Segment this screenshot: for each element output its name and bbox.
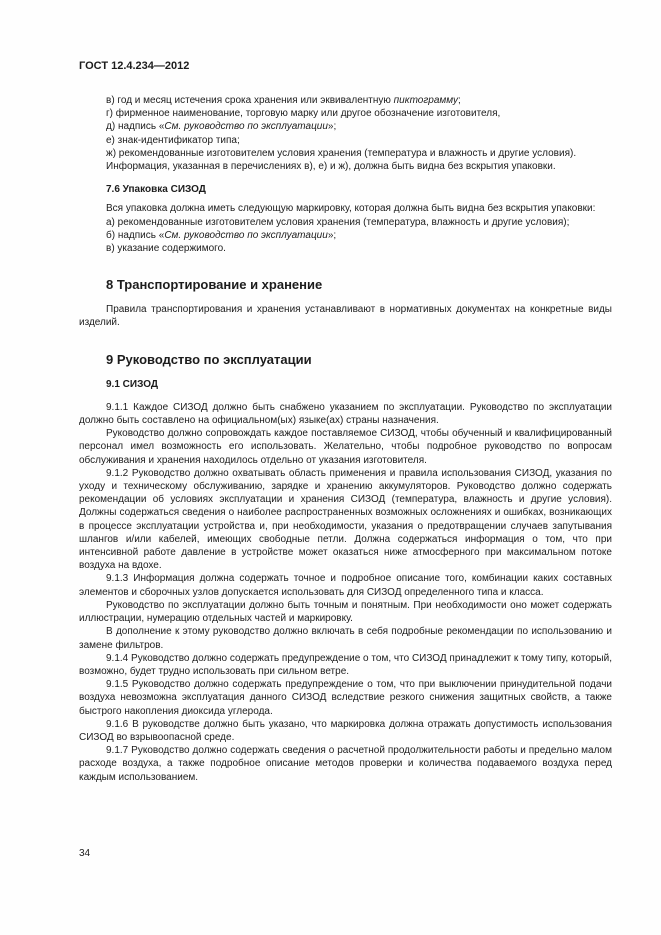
paragraph: 9.1.4 Руководство должно содержать предупреждение о том, что СИЗОД принадлежит к тому типу, который, возможно, будет трудно использовать при сильном ветре. <box>79 652 612 677</box>
section-8-heading: 8 Транспортирование и хранение <box>106 277 323 293</box>
info-note: Информация, указанная в перечислениях в), е) и ж), должна быть видна без вскрытия упаковки. <box>106 161 556 173</box>
paragraph: Руководство по эксплуатации должно быть точным и понятным. При необходимости оно может содержать иллюстрации, нумерацию отдельных частей и маркировку. <box>79 599 612 625</box>
list-item: д) надпись «См. руководство по эксплуатации»; <box>106 121 337 133</box>
paragraph: Руководство должно сопровождать каждое поставляемое СИЗОД, чтобы обученный и квалифицированный персонал имел возможность его использовать. Желательно, чтобы подробное руководство по вопросам обслуживания и хранения находилось отдельно от указания изготовителя. <box>79 428 612 466</box>
list-item: г) фирменное наименование, торговую марку или другое обозначение изготовителя, <box>106 108 501 120</box>
section-7-6-heading: 7.6 Упаковка СИЗОД <box>106 184 206 196</box>
document-header: ГОСТ 12.4.234—2012 <box>79 60 190 72</box>
section-8-text: Правила транспортирования и хранения устанавливают в нормативных документах на конкретные виды изделий. <box>79 304 612 329</box>
list-item: е) знак-идентификатор типа; <box>106 134 240 146</box>
paragraph: В дополнение к этому руководство должно включать в себя подробные рекомендации по использованию и замене фильтров. <box>79 626 612 651</box>
paragraph: 9.1.1 Каждое СИЗОД должно быть снабжено указанием по эксплуатации. Руководство по эксплуатации должно быть составлено на официальном(ых) языке(ах) страны назначения. <box>79 401 612 427</box>
paragraph: 9.1.7 Руководство должно содержать сведения о расчетной продолжительности работы и предельно малом расходе воздуха, а также подробное описание методов проверки и количества подаваемого воздуха перед каждым использованием. <box>79 745 612 783</box>
section-9-heading: 9 Руководство по эксплуатации <box>106 351 312 367</box>
page-number: 34 <box>79 848 91 859</box>
paragraph: 9.1.3 Информация должна содержать точное и подробное описание того, комбинации каких составных элементов и сборочных узлов допускается использовать для СИЗОД определенного типа и класса. <box>79 573 612 598</box>
list-item: б) надпись «См. руководство по эксплуатации»; <box>106 229 337 241</box>
paragraph: 9.1.5 Руководство должно содержать предупреждение о том, что при выключении принудительной подачи воздуха невозможна эксплуатация данного СИЗОД вследствие резкого снижения защитных свойств, а также быстрого накопления диоксида углерода. <box>79 679 612 717</box>
section-9-1-heading: 9.1 СИЗОД <box>106 378 158 390</box>
paragraph: 9.1.6 В руководстве должно быть указано, что маркировка должна отражать допустимость использования СИЗОД во взрывоопасной среде. <box>79 718 612 743</box>
marking-list <box>79 94 612 160</box>
section-7-6-intro: Вся упаковка должна иметь следующую маркировку, которая должна быть видна без вскрытия упаковки: <box>106 203 596 215</box>
list-item: а) рекомендованные изготовителем условия хранения (температура, влажность и другие условия); <box>106 216 570 228</box>
list-item: ж) рекомендованные изготовителем условия хранения (температура и влажность и другие условия). <box>106 147 577 159</box>
list-item: в) год и месяц истечения срока хранения или эквивалентную пиктограмму; <box>106 95 461 106</box>
paragraph: 9.1.2 Руководство должно охватывать область применения и правила использования СИЗОД, указания по уходу и техническому обслуживанию, зарядке и хранению аккумуляторов. Руководство должно содержать рекомендации об условиях эксплуатации и хранения СИЗОД (температура, влажность и другие условия). Должны содержаться сведения о наиболее распространенных возможных осложнениях и ошибках, возникающих в процессе эксплуатации устройства и, при необходимости, указания о предотвращении случаев запутывания шлангов и/или кабелей, имеющих свободные петли. Должна содержаться информация о том, что при интенсивной работе давление в устройстве может оказаться ниже атмосферного при максимальном потоке воздуха на вдохе. <box>79 467 612 572</box>
page-body <box>79 94 612 784</box>
list-item: в) указание содержимого. <box>106 243 226 255</box>
